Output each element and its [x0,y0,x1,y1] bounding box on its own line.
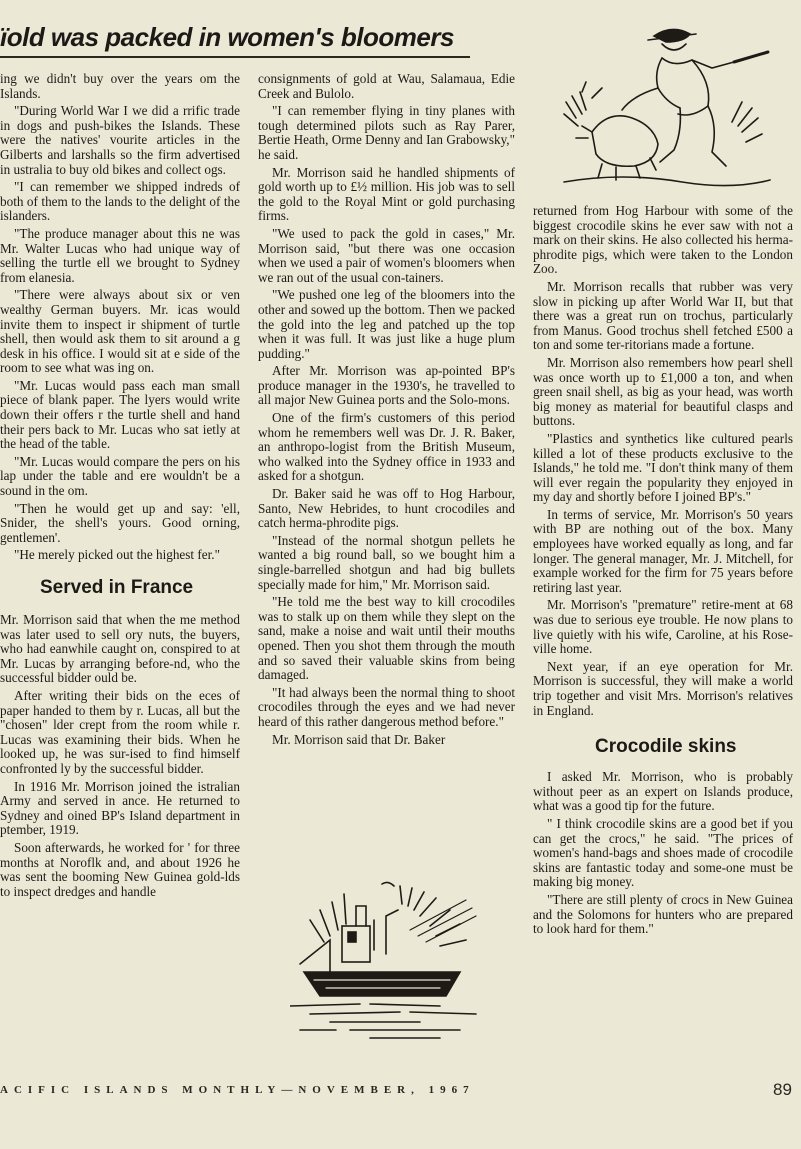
paragraph: I asked Mr. Morrison, who is probably without peer as an expert on Islands produce, what was a good tip for the future. [533,769,793,814]
paragraph: "The produce manager about this ne was Mr. Walter Lucas who had unique way of selling the turtle ell we brought to Sydney from elanesia. [0,225,240,285]
column-3 [533,204,793,940]
paragraph: Mr. Morrison also remembers how pearl shell was once worth up to £1,000 a ton, and when green snail shell, as big as your head, was worth big money as material for beautiful clasps and buttons. [533,354,793,429]
paragraph: "Mr. Lucas would pass each man small piece of blank paper. The lyers would write down their offers r the turtle shell and hand their pers back to Mr. Lucas who sat ietly at the head of the table. [0,377,240,452]
paragraph: "Instead of the normal shotgun pellets he wanted a big round ball, so we bought him a single-barrelled shotgun and had big bullets specially made for him," Mr. Morrison said. [258,532,515,592]
paragraph: One of the firm's customers of this period whom he remembers well was Dr. J. R. Baker, an anthropo-logist from the British Museum, who walked into the Sydney office in 1933 and asked for a shotgun. [258,410,515,484]
man-with-gun-and-pig-drawing [562,22,772,197]
paragraph: Dr. Baker said he was off to Hog Harbour, Santo, New Hebrides, to hunt crocodiles and catch herma-phrodite pigs. [258,486,515,531]
paragraph: "Mr. Lucas would compare the pers on his lap under the table and ere wouldn't be a sound in the om. [0,453,240,499]
page-number: 89 [773,1080,792,1099]
column-1-body [0,72,240,563]
paragraph: " I think crocodile skins are a good bet if you can get the crocs," he said. "The prices of women's hand-bags and shoes made of crocodile skins are fantastic today and some-one must be making big money. [533,815,793,890]
publication-name: ACIFIC ISLANDS MONTHLY—NOVEMBER, 1967 [0,1084,475,1096]
column-1-body-b [0,613,240,899]
paragraph: Mr. Morrison said he handled shipments of gold worth up to £½ million. His job was to sell the gold to the Royal Mint or gold purchasing firms. [258,164,515,224]
paragraph: In 1916 Mr. Morrison joined the istralian Army and served in ance. He returned to Sydney and oined BP's Island department in ptember, 1919. [0,778,240,838]
paragraph: "He told me the best way to kill crocodiles was to stalk up on them while they slept on the sand, make a noise and wait until their mouths opened. Then you shot them through the mouth and so saved their valuable skins from being damaged. [258,594,515,683]
paragraph: Mr. Morrison said that when the me method was later used to sell ory nuts, the buyers, who had eanwhile caught on, conspired to at Mr. Lucas by arranging before-nd, who the successful bidder ould be. [0,612,240,686]
paragraph: ing we didn't buy over the years om the Islands. [0,71,240,101]
paragraph: "We used to pack the gold in cases," Mr. Morrison said, "but there was one occasion when we used a pair of women's bloomers when we ran out of the usual con-tainers. [258,225,515,285]
dredge-boat-drawing [290,880,480,1055]
paragraph: returned from Hog Harbour with some of the biggest crocodile skins he ever saw with not a mark on their skins. He also collected his herma-phrodite pigs, which were taken to the London Zoo. [533,203,793,277]
paragraph: "I can remember we shipped indreds of both of them to the lands to the delight of the islanders. [0,179,240,224]
subheading-served-in-france: Served in France [40,577,194,598]
paragraph: "We pushed one leg of the bloomers into the other and sowed up the bottom. Then we packed the gold into the leg and patched up the top when it was full. It was just like a huge plum pudding." [258,287,515,361]
paragraph: Soon afterwards, he worked for ' for three months at Noroflk and, and about 1926 he was sent the booming New Guinea gold-lds to inspect dredges and handle [0,839,240,899]
page-footer [0,1078,801,1108]
headline: ïold was packed in women's bloomers [0,20,470,58]
paragraph: "There were always about six or ven wealthy German buyers. Mr. icas would invite them to inspect ir shipment of turtle shell, then would ask them to sit around a g desk in his office. I would sit at e side of the room to see what was ing on. [0,287,240,376]
paragraph: Mr. Morrison recalls that rubber was very slow in picking up after World War II, but that there was a great run on trochus, particularly from Manus. Good trochus shell fetched £500 a ton and some ter-ritorians made a fortune. [533,278,793,353]
column-3-body-b [533,770,793,937]
column-1 [0,72,240,902]
paragraph: In terms of service, Mr. Morrison's 50 years with BP are nothing out of the box. Many employees have worked equally as long, and far longer. The general manager, Mr. J. Mitchell, for example worked for the firm for 75 years before retiring last year. [533,506,793,595]
paragraph: "He merely picked out the highest fer." [14,547,220,563]
paragraph: Mr. Morrison said that Dr. Baker [272,731,446,747]
paragraph: "I can remember flying in tiny planes with tough determined pilots such as Ray Parer, Bertie Heath, Orme Denny and Ian Grabowsky," he said. [258,103,515,162]
paragraph: "It had always been the normal thing to shoot crocodiles through the eyes and we had never heard of this rather dangerous method before." [258,684,515,729]
paragraph: consignments of gold at Wau, Salamaua, Edie Creek and Bulolo. [258,71,515,101]
paragraph: "Plastics and synthetics like cultured pearls killed a lot of these products exclusive to the Islands," he told me. "I don't think many of them will ever regain the popularity they enjoyed in my day and shortly before I joined BP's." [533,430,793,505]
column-2 [258,72,515,750]
paragraph: After writing their bids on the eces of paper handed to them by r. Lucas, all but the "chosen" lder crept from the room while r. Lucas was examining their bids. When he looked up, he was sur-ised to find himself confronted ly by the successful bidder. [0,687,240,776]
paragraph: "During World War I we did a rrific trade in dogs and push-bikes the Islands. These were the natives' vourite articles in the Gilberts and larshalls so the firm advertised in ustralia to buy old bikes and collect ogs. [0,103,240,177]
paragraph: Next year, if an eye operation for Mr. Morrison is successful, they will make a world trip together and visit Mrs. Morrison's relatives in England. [533,658,793,718]
paragraph: "There are still plenty of crocs in New Guinea and the Solomons for hunters who are prepared to look hard for them." [533,891,793,937]
subheading-crocodile-skins: Crocodile skins [595,736,737,758]
paragraph: "Then he would get up and say: 'ell, Snider, the shell's yours. Good orning, gentlemen'. [0,500,240,545]
paragraph: Mr. Morrison's "premature" retire-ment at 68 was due to serious eye trouble. He now plans to live quietly with his wife, Caroline, at his Rose-ville home. [533,597,793,657]
column-3-body [533,204,793,718]
paragraph: After Mr. Morrison was ap-pointed BP's produce manager in the 1930's, he travelled to all major New Guinea ports and the Solo-mons. [258,363,515,408]
